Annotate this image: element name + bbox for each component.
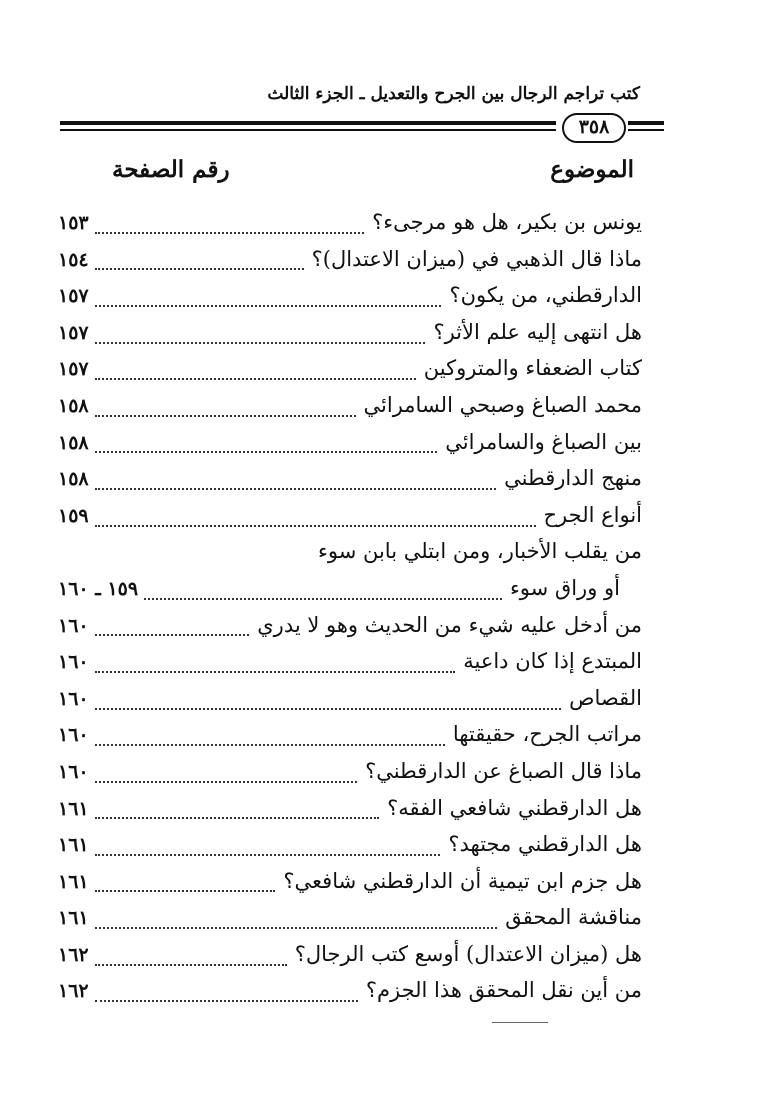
toc-leader-dots <box>95 780 357 783</box>
toc-entry-title: الدارقطني، من يكون؟ <box>449 283 642 308</box>
toc-entry-title: القصاص <box>569 685 642 710</box>
toc-entry <box>58 978 642 1015</box>
toc-entry <box>58 759 642 796</box>
toc-entry <box>58 466 642 503</box>
header-rule-line-thin <box>60 129 556 131</box>
toc-leader-dots <box>95 231 364 234</box>
toc-entry-page: ١٦١ <box>58 870 89 893</box>
toc-entry <box>58 613 642 650</box>
toc-leader-dots <box>95 963 287 966</box>
toc-leader-dots <box>95 524 536 527</box>
toc-leader-dots <box>95 267 304 270</box>
toc-entry <box>58 356 642 393</box>
toc-entry-page: ١٥٧ <box>58 358 89 381</box>
toc-entry <box>58 393 642 430</box>
column-heading-page-number: رقم الصفحة <box>112 156 230 183</box>
toc-entry-page: ١٥٧ <box>58 321 89 344</box>
toc-entry-page: ١٥٨ <box>58 431 89 454</box>
toc-entry <box>58 686 642 723</box>
toc-entry-title: أنواع الجرح <box>543 502 642 527</box>
toc-entry-page: ١٥٩ ـ ١٦٠ <box>58 577 139 600</box>
toc-entry <box>58 210 642 247</box>
toc-entry-title: هل (ميزان الاعتدال) أوسع كتب الرجال؟ <box>294 941 642 966</box>
toc-leader-dots <box>95 999 358 1002</box>
toc-entry-page: ١٦١ <box>58 834 89 857</box>
toc-entry-title: أو وراق سوء <box>509 575 620 600</box>
toc-entry <box>58 503 642 540</box>
toc-entry <box>58 539 642 576</box>
toc-entry-title: مراتب الجرح، حقيقتها <box>452 722 642 747</box>
header-rule-right-line-thick <box>628 121 664 125</box>
toc-leader-dots <box>95 853 441 856</box>
toc-entry <box>58 430 642 467</box>
toc-leader-dots <box>95 926 498 929</box>
header-rule-right-line-thin <box>628 129 664 131</box>
toc-entry-continuation <box>58 576 642 613</box>
toc-entry-page: ١٥٤ <box>58 248 89 271</box>
toc-entry-page: ١٦٠ <box>58 687 89 710</box>
toc-entry <box>58 247 642 284</box>
toc-leader-dots <box>144 597 502 600</box>
toc-entry <box>58 942 642 979</box>
toc-entry <box>58 320 642 357</box>
toc-entry-title: محمد الصباغ وصبحي السامرائي <box>363 392 642 417</box>
toc-leader-dots <box>95 450 438 453</box>
column-heading-topic: الموضوع <box>550 156 634 183</box>
toc-leader-dots <box>95 816 379 819</box>
toc-leader-dots <box>95 743 445 746</box>
toc-entry <box>58 905 642 942</box>
toc-entry-title: مناقشة المحقق <box>505 905 642 930</box>
toc-entry-title: هل جزم ابن تيمية أن الدارقطني شافعي؟ <box>283 868 642 893</box>
toc-entry-title: كتاب الضعفاء والمتروكين <box>423 356 642 381</box>
page-number-badge: ٣٥٨ <box>562 113 626 143</box>
toc-entry-page: ١٦٠ <box>58 651 89 674</box>
toc-leader-dots <box>95 377 416 380</box>
toc-entry-title: يونس بن بكير، هل هو مرجىء؟ <box>372 210 642 234</box>
toc-entry-title: المبتدع إذا كان داعية <box>463 649 642 674</box>
toc-entry <box>58 832 642 869</box>
toc-entry <box>58 796 642 833</box>
toc-entry-page: ١٦٠ <box>58 614 89 637</box>
toc-entry-title: من أدخل عليه شيء من الحديث وهو لا يدري <box>257 612 642 637</box>
toc-entry-title: هل الدارقطني شافعي الفقه؟ <box>387 795 642 820</box>
running-header-title: كتب تراجم الرجال بين الجرح والتعديل ـ الجزء الثالث <box>267 84 640 104</box>
toc-leader-dots <box>95 670 456 673</box>
toc-entry-title: هل الدارقطني مجتهد؟ <box>448 832 642 857</box>
header-rule <box>60 113 664 145</box>
toc-entry-page: ١٦٠ <box>58 760 89 783</box>
toc-entry-page: ١٦١ <box>58 907 89 930</box>
toc-leader-dots <box>95 341 426 344</box>
toc-entry-page: ١٦٢ <box>58 980 89 1003</box>
toc-entry-page: ١٥٧ <box>58 285 89 308</box>
toc-leader-dots <box>95 414 356 417</box>
toc-entry-page: ١٥٩ <box>58 504 89 527</box>
toc-entry-title: بين الصباغ والسامرائي <box>445 429 642 454</box>
footer-mark <box>492 1022 548 1024</box>
toc-leader-dots <box>95 304 442 307</box>
toc-leader-dots <box>95 487 497 490</box>
toc-entry <box>58 869 642 906</box>
toc-entry-title: هل انتهى إليه علم الأثر؟ <box>433 319 642 344</box>
toc-entry-page: ١٦٢ <box>58 943 89 966</box>
toc-entry <box>58 283 642 320</box>
toc-entry-title: من يقلب الأخبار، ومن ابتلي بابن سوء <box>317 539 642 564</box>
toc-entry-page: ١٦١ <box>58 797 89 820</box>
toc-entry-title: ماذا قال الصباغ عن الدارقطني؟ <box>365 758 642 783</box>
table-of-contents <box>58 210 642 1015</box>
toc-entry-page: ١٥٣ <box>58 212 89 234</box>
toc-entry <box>58 722 642 759</box>
toc-entry-page: ١٥٨ <box>58 468 89 491</box>
toc-entry-page: ١٦٠ <box>58 724 89 747</box>
toc-entry <box>58 649 642 686</box>
toc-leader-dots <box>95 707 562 710</box>
toc-entry-title: ماذا قال الذهبي في (ميزان الاعتدال)؟ <box>311 246 642 271</box>
toc-entry-title: من أين نقل المحقق هذا الجزم؟ <box>365 978 642 1003</box>
header-rule-line-thick <box>60 121 556 125</box>
toc-entry-title: منهج الدارقطني <box>504 466 642 491</box>
toc-leader-dots <box>95 633 250 636</box>
toc-leader-dots <box>95 889 276 892</box>
toc-entry-page: ١٥٨ <box>58 394 89 417</box>
